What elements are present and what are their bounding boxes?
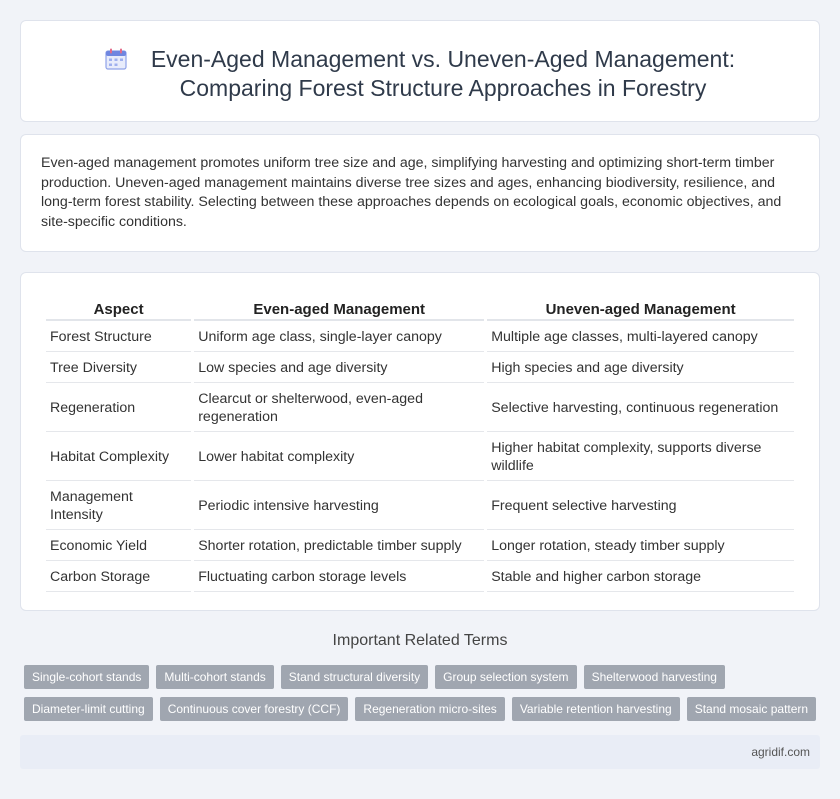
cell-aspect: Management Intensity (46, 483, 191, 530)
cell-aspect: Regeneration (46, 385, 191, 432)
related-tag[interactable]: Regeneration micro-sites (355, 697, 504, 721)
related-tag[interactable]: Diameter-limit cutting (24, 697, 153, 721)
calendar-icon (105, 48, 127, 70)
related-tag[interactable]: Continuous cover forestry (CCF) (160, 697, 349, 721)
header-aspect: Aspect (46, 295, 191, 321)
cell-uneven-aged: Frequent selective harvesting (487, 483, 794, 530)
header-uneven-aged: Uneven-aged Management (487, 295, 794, 321)
cell-even-aged: Clearcut or shelterwood, even-aged regeneration (194, 385, 484, 432)
summary-card (20, 134, 820, 252)
cell-uneven-aged: Selective harvesting, continuous regeneration (487, 385, 794, 432)
page-title-line1: Even-Aged Management vs. Uneven-Aged Management: (150, 46, 736, 72)
related-terms-title: Important Related Terms (332, 632, 508, 649)
summary-text: Even-aged management promotes uniform tree size and age, simplifying harvesting and optimizing short-term timber production. Uneven-aged management maintains diverse tree sizes and ages, enhancing biodiversity, resilience, and long-term forest stability. Selecting between these approaches depends on ecological goals, economic objectives, and site-specific conditions. (41, 155, 782, 230)
cell-even-aged: Fluctuating carbon storage levels (194, 563, 484, 592)
table-row (46, 323, 794, 352)
cell-aspect: Forest Structure (46, 323, 191, 352)
cell-uneven-aged: Higher habitat complexity, supports diverse wildlife (487, 434, 794, 481)
comparison-table-card (20, 272, 820, 611)
related-tags-row-2 (24, 697, 824, 721)
table-header-row (46, 295, 794, 321)
cell-uneven-aged: Stable and higher carbon storage (487, 563, 794, 592)
cell-aspect: Economic Yield (46, 532, 191, 561)
cell-aspect: Carbon Storage (46, 563, 191, 592)
cell-uneven-aged: Longer rotation, steady timber supply (487, 532, 794, 561)
table-row (46, 434, 794, 481)
table-row (46, 563, 794, 592)
table-row (46, 532, 794, 561)
footer-site-link[interactable]: agridif.com (751, 745, 810, 759)
cell-even-aged: Uniform age class, single-layer canopy (194, 323, 484, 352)
cell-even-aged: Low species and age diversity (194, 354, 484, 383)
related-tag[interactable]: Group selection system (435, 665, 576, 689)
cell-aspect: Habitat Complexity (46, 434, 191, 481)
cell-uneven-aged: Multiple age classes, multi-layered canopy (487, 323, 794, 352)
header-even-aged: Even-aged Management (194, 295, 484, 321)
cell-even-aged: Lower habitat complexity (194, 434, 484, 481)
footer (20, 735, 820, 769)
related-tag[interactable]: Stand mosaic pattern (687, 697, 816, 721)
table-row (46, 354, 794, 383)
cell-even-aged: Periodic intensive harvesting (194, 483, 484, 530)
cell-aspect: Tree Diversity (46, 354, 191, 383)
table-row (46, 483, 794, 530)
title-card (20, 20, 820, 122)
related-tag[interactable]: Stand structural diversity (281, 665, 428, 689)
cell-even-aged: Shorter rotation, predictable timber supply (194, 532, 484, 561)
page-title (151, 45, 735, 103)
related-tag[interactable]: Shelterwood harvesting (584, 665, 725, 689)
related-tags-row-1 (24, 665, 824, 689)
page-title-line2: Comparing Forest Structure Approaches in Forestry (179, 75, 707, 101)
related-tag[interactable]: Multi-cohort stands (156, 665, 273, 689)
comparison-table (43, 293, 797, 594)
cell-uneven-aged: High species and age diversity (487, 354, 794, 383)
table-row (46, 385, 794, 432)
related-tag[interactable]: Variable retention harvesting (512, 697, 680, 721)
related-tag[interactable]: Single-cohort stands (24, 665, 149, 689)
